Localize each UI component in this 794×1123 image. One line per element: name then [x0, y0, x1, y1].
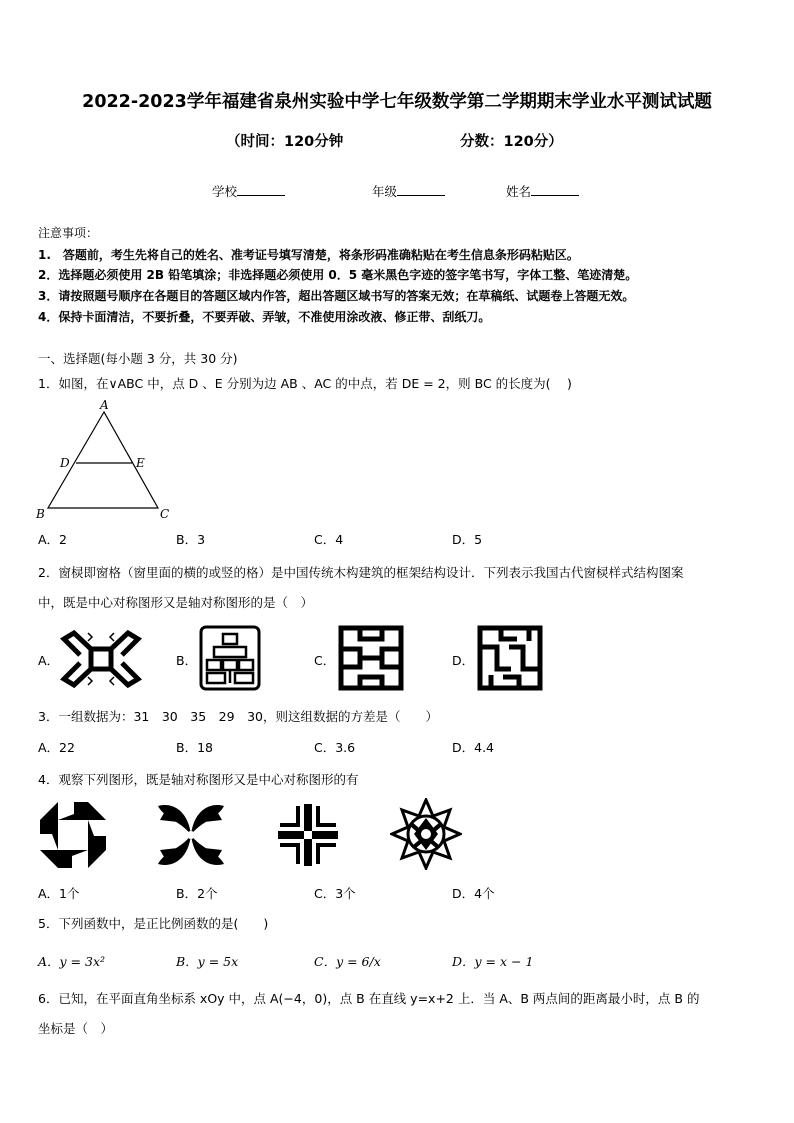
- name-blank: [531, 183, 579, 196]
- exam-score: 分数：120分）: [460, 134, 563, 150]
- school-label: 学校: [212, 184, 238, 199]
- q2-option-a[interactable]: A．: [38, 653, 60, 668]
- q4-option-c[interactable]: C．3个: [314, 886, 356, 901]
- q2-option-d[interactable]: D．: [452, 653, 475, 668]
- section-heading: 一、选择题(每小题 3 分，共 30 分): [38, 351, 238, 366]
- q1-option-a[interactable]: A．2: [38, 532, 68, 547]
- q4-option-a[interactable]: A．1个: [38, 886, 80, 901]
- lattice-pattern-a-icon: [60, 627, 142, 691]
- q5-option-c[interactable]: C．y = 6/x: [314, 954, 381, 969]
- q5-option-a[interactable]: A．y = 3x²: [38, 954, 106, 969]
- notice-heading: 注意事项：: [38, 226, 99, 240]
- triangle-figure: [34, 396, 179, 524]
- question-6-line-2: 坐标是（ ）: [38, 1021, 114, 1036]
- q2-option-b[interactable]: B．: [176, 653, 198, 668]
- q2-option-c[interactable]: C．: [314, 653, 336, 668]
- vertex-label-d: D: [60, 456, 70, 470]
- q4-option-b[interactable]: B．2个: [176, 886, 218, 901]
- cross-shape-icon: [276, 802, 340, 868]
- lattice-pattern-d-icon: [477, 625, 543, 691]
- vertex-label-c: C: [160, 507, 170, 521]
- grade-field: [372, 182, 445, 200]
- q5-option-b[interactable]: B．y = 5x: [176, 954, 239, 969]
- question-6-line-1: 6．已知，在平面直角坐标系 xOy 中，点 A(−4，0)，点 B 在直线 y=x+2 上．当 A、B 两点间的距离最小时，点 B 的: [38, 991, 700, 1006]
- grade-label: 年级: [372, 184, 398, 199]
- question-4: 4．观察下列图形，既是轴对称图形又是中心对称图形的有: [38, 772, 359, 787]
- vertex-label-b: B: [36, 507, 45, 521]
- star-flower-icon: [390, 798, 462, 870]
- question-3: 3．一组数据为：31 30 35 29 30，则这组数据的方差是（ ）: [38, 709, 438, 724]
- petal-shape-icon: [154, 800, 228, 870]
- name-field: [506, 182, 579, 200]
- q3-option-c[interactable]: C．3.6: [314, 740, 356, 755]
- vertex-label-a: A: [100, 398, 109, 412]
- vertex-label-e: E: [136, 456, 145, 470]
- question-2-line-2: 中，既是中心对称图形又是轴对称图形的是（ ）: [38, 595, 314, 610]
- q3-option-d[interactable]: D．4.4: [452, 740, 495, 755]
- school-blank: [237, 183, 285, 196]
- q1-option-c[interactable]: C．4: [314, 532, 344, 547]
- notice-item-3: 3．请按照题号顺序在各题目的答题区域内作答，超出答题区域书写的答案无效；在草稿纸、试题卷上答题无效。: [38, 289, 635, 303]
- question-2-line-1: 2．窗棂即窗格（窗里面的横的或竖的格）是中国传统木构建筑的框架结构设计．下列表示我国古代窗棂样式结构图案: [38, 565, 684, 580]
- q3-option-a[interactable]: A．22: [38, 740, 75, 755]
- question-5: 5．下列函数中，是正比例函数的是( ): [38, 916, 269, 931]
- lattice-pattern-b-icon: [199, 625, 261, 691]
- exam-time: （时间：120分钟: [226, 134, 344, 150]
- question-1: 1．如图，在∨ABC 中，点 D 、E 分别为边 AB 、AC 的中点，若 DE = 2，则 BC 的长度为( ): [38, 376, 572, 391]
- q1-option-b[interactable]: B．3: [176, 532, 206, 547]
- notice-item-2: 2．选择题必须使用 2B 铅笔填涂；非选择题必须使用 0．5 毫米黑色字迹的签字笔书写，字体工整、笔迹清楚。: [38, 268, 638, 282]
- notice-item-1: 1. 答题前，考生先将自己的姓名、准考证号填写清楚，将条形码准确粘贴在考生信息条形码粘贴区。: [38, 248, 579, 262]
- name-label: 姓名: [506, 184, 532, 199]
- q5-option-d[interactable]: D．y = x − 1: [452, 954, 534, 969]
- school-field: [212, 182, 285, 200]
- grade-blank: [397, 183, 445, 196]
- notice-item-4: 4．保持卡面清洁，不要折叠，不要弄破、弄皱，不准使用涂改液、修正带、刮纸刀。: [38, 310, 491, 324]
- octagon-logo-icon: [38, 800, 108, 870]
- page-title: 2022-2023学年福建省泉州实验中学七年级数学第二学期期末学业水平测试试题: [82, 92, 712, 112]
- q4-option-d[interactable]: D．4个: [452, 886, 495, 901]
- q3-option-b[interactable]: B．18: [176, 740, 213, 755]
- q1-option-d[interactable]: D．5: [452, 532, 483, 547]
- lattice-pattern-c-icon: [338, 625, 404, 691]
